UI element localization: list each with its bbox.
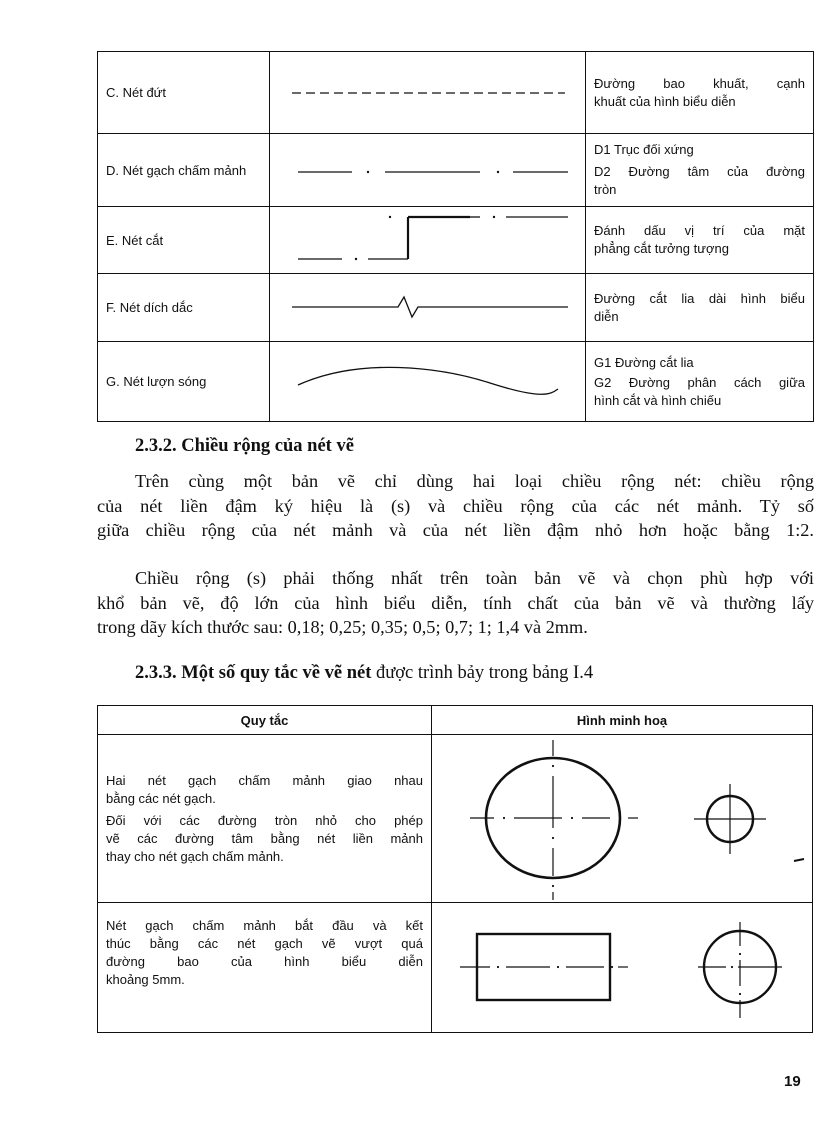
line-type-name: G. Nét lượn sóng — [98, 342, 270, 422]
rule-text: Nét gạch chấm mảnh bắt đầu và kết thúc bằng các nét gạch vẽ vượt quá đường bao của hình biểu diễn khoảng 5mm. — [98, 903, 432, 1033]
table-row — [98, 52, 814, 134]
line-types-table — [97, 51, 814, 422]
table-header-row — [98, 706, 813, 735]
crossing-centerlines-illustration — [432, 736, 812, 902]
line-sample-wavy — [270, 342, 586, 422]
page-number: 19 — [784, 1073, 801, 1090]
rule-illustration — [432, 903, 813, 1033]
line-type-description: D1 Trục đối xứng D2 Đường tâm của đường tròn — [586, 134, 814, 207]
line-type-description: G1 Đường cắt lia G2 Đường phân cách giữa hình cắt và hình chiếu — [586, 342, 814, 422]
paragraph-line-width-values: Chiều rộng (s) phải thống nhất trên toàn bản vẽ và chọn phù hợp với khổ bản vẽ, độ lớn của hình biểu diễn, tính chất của bản vẽ và thường lấy trong dãy kích thước sau: 0,18; 0,25; 0,35; 0,5; 0,7; 1; 1,4 và 2mm. — [97, 568, 814, 637]
rule-text: Hai nét gạch chấm mảnh giao nhau bằng các nét gạch. Đối với các đường tròn nhỏ cho phép vẽ các đường tâm bằng nét liền mảnh thay cho nét gạch chấm mảnh. — [98, 735, 432, 903]
line-type-name: D. Nét gạch chấm mảnh — [98, 134, 270, 207]
line-rules-table — [97, 705, 813, 1033]
table-row — [98, 274, 814, 342]
line-sample-dash-dot — [270, 134, 586, 207]
table-row — [98, 342, 814, 422]
column-header-rule: Quy tắc — [98, 706, 432, 735]
wavy-line-illustration — [270, 343, 585, 421]
line-type-name: C. Nét đứt — [98, 52, 270, 134]
line-sample-zigzag — [270, 274, 586, 342]
rule-illustration — [432, 735, 813, 903]
table-row — [98, 735, 813, 903]
line-type-name: F. Nét dích dắc — [98, 274, 270, 342]
section-232-heading: 2.3.2. Chiều rộng của nét vẽ — [135, 436, 354, 456]
table-row — [98, 903, 813, 1033]
line-type-description: Đường cắt lia dài hình biểu diễn — [586, 274, 814, 342]
line-type-description: Đường bao khuất, cạnh khuất của hình biểu diễn — [586, 52, 814, 134]
section-233-heading: 2.3.3. Một số quy tắc về vẽ nét được trình bảy trong bảng I.4 — [135, 663, 594, 683]
table-row — [98, 207, 814, 274]
zigzag-line-illustration — [270, 275, 585, 341]
dashed-line-illustration — [270, 53, 585, 133]
line-sample-dashed — [270, 52, 586, 134]
table-row — [98, 134, 814, 207]
column-header-illustration: Hình minh hoạ — [432, 706, 813, 735]
centerline-overshoot-illustration — [432, 904, 812, 1032]
paragraph-line-width: Trên cùng một bản vẽ chỉ dùng hai loại chiều rộng nét: chiều rộng của nét liền đậm ký hiệu là (s) và chiều rộng của các nét mảnh. Tỷ số giữa chiều rộng của nét mảnh và của nét liền đậm nhỏ hơn hoặc bằng 1:2. — [97, 471, 814, 540]
line-sample-cutting — [270, 207, 586, 274]
cutting-line-illustration — [270, 207, 585, 273]
dash-dot-line-illustration — [270, 134, 585, 206]
line-type-description: Đánh dấu vị trí của mặt phẳng cắt tưởng tượng — [586, 207, 814, 274]
line-type-name: E. Nét cắt — [98, 207, 270, 274]
